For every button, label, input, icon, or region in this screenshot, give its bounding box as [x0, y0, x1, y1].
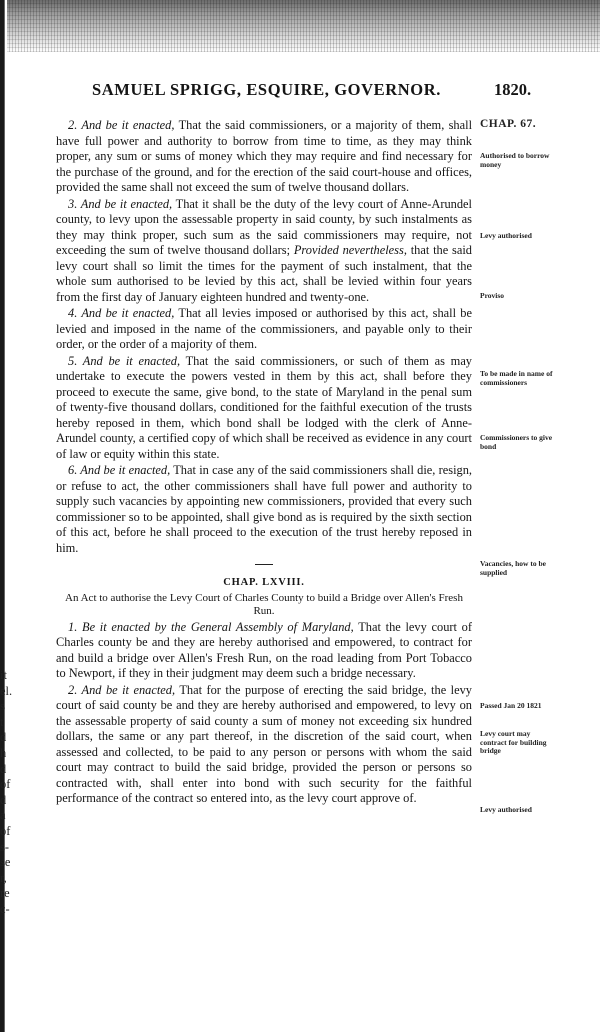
bridge-section-2-paragraph: [56, 683, 472, 807]
fragment: c-: [0, 901, 10, 916]
chapter-heading: CHAP. LXVIII.: [223, 577, 305, 588]
section-text: that the said levy court shall so limit the times for the payment of such instalment, that the whole sum authorised to be levied by this act, shall be levied within four years from the first day of January eighteen hundred and twenty-one.: [56, 243, 472, 304]
section-lead: 4. And be it enacted,: [68, 306, 175, 320]
margin-note-give-bond: Commissioners to give bond: [480, 433, 553, 451]
fragment: d: [0, 730, 7, 745]
fragment: of: [0, 823, 11, 838]
section-lead: 2. And be it enacted,: [68, 118, 175, 132]
margin-note-passed: Passed Jan 20 1821: [480, 701, 542, 710]
section-lead: 6. And be it enacted,: [68, 463, 171, 477]
section-text: That all levies imposed or authorised by this act, shall be levied and imposed in the name of the commissioners, and payable only to their order, or the order of a majority of them.: [56, 306, 472, 351]
section-text: That in case any of the said commissioners shall die, resign, or refuse to act, the other commissioners shall have full power and authority to supply such vacancies by appointing new commissioners, provided that every such commissioner so to be appointed, shall give bond as is required by the sixth section of this act, before he shall proceed to the execution of the trust hereby reposed in him.: [56, 463, 472, 555]
section-text: That the levy court of Charles county be and they are hereby authorised and empowered, to contract for and build a bridge over Allen's Fresh Run, on the road leading from Port Tobacco to Newport, if they in their judgment may deem such a bridge necessary.: [56, 619, 472, 680]
margin-chapter-number: CHAP. 67.: [480, 118, 537, 130]
section-lead: 3. And be it enacted,: [68, 196, 173, 211]
fragment: t: [0, 714, 4, 729]
margin-note-levy: Levy authorised: [480, 231, 532, 240]
fragment: of: [0, 777, 11, 792]
section-lead: 2. And be it enacted,: [68, 682, 176, 697]
section-3-paragraph: [56, 197, 472, 306]
margin-note-borrow: Authorised to borrow money: [480, 151, 550, 169]
proviso-lead: Provided nevertheless,: [293, 243, 407, 257]
margin-note-vacancies: Vacancies, how to be supplied: [480, 559, 546, 577]
page-year: 1820.: [494, 80, 532, 99]
fragment: it: [0, 668, 7, 682]
section-6-paragraph: [56, 463, 472, 556]
fragment: a: [0, 808, 6, 823]
page-body: [56, 118, 472, 808]
fragment: re: [0, 886, 10, 901]
fragment: se: [0, 855, 11, 870]
section-divider: [255, 564, 273, 565]
fragment: d: [0, 792, 7, 807]
section-text: That for the purpose of erecting the said bridge, the levy court of said county be and they are hereby authorised and empowered, to levy on the assessable property of said county a sum of money not exceeding six hundred dollars, the same or any part thereof, in the discretion of the said court, when assessed and collected, to be paid to any person or persons with whom the said court may contract to build the said bridge, provided the person or persons so contracted with, shall enter into bond with such security for the faithful performance of the contract so entered into, as the levy court approve of.: [56, 682, 472, 805]
fragment: s: [0, 699, 5, 714]
section-4-paragraph: [56, 306, 472, 353]
fragment: s-: [0, 839, 9, 854]
fragment: d: [0, 761, 7, 776]
margin-note-name-of-commissioners: To be made in name of commissioners: [480, 369, 553, 387]
fragment: h: [0, 745, 7, 760]
bridge-section-1-paragraph: [56, 620, 472, 682]
section-5-paragraph: [56, 354, 472, 463]
facing-page-fragments: [0, 668, 16, 918]
scan-top-edge: [0, 0, 600, 52]
running-head: SAMUEL SPRIGG, ESQUIRE, GOVERNOR.: [92, 80, 441, 99]
margin-note-build-bridge: Levy court may contract for building bridge: [480, 729, 547, 755]
act-title: An Act to authorise the Levy Court of Charles County to build a Bridge over Allen's Fresh Run.: [65, 591, 463, 617]
section-text: That the said commissioners, or such of them as may undertake to execute the powers vested in them by this act, shall before they proceed to execute the same, give bond, to the state of Maryland in the penal sum of twenty-five thousand dollars, conditioned for the faithful execution of the trusts hereby reposed in them, which bond shall be lodged with the clerk of Anne-Arundel county, a certified copy of which shall be received as evidence in any court of law or equity within this state.: [56, 353, 473, 461]
margin-note-proviso: Proviso: [480, 291, 505, 300]
fragment: el.: [0, 683, 13, 698]
section-lead: 5. And be it enacted,: [68, 353, 181, 368]
section-lead: 1. Be it enacted by the General Assembly of Maryland,: [68, 619, 354, 634]
margin-note-levy-2: Levy authorised: [480, 805, 532, 814]
section-text: That the said commissioners, or a majority of them, shall have full power and authority to borrow from time to time, as they may think proper, any sum or sums of money which they may require and find necessary for the purchase of the ground, and for the erection of the said court-house and offices, provided the same shall not exceed the sum of twelve thousand dollars.: [56, 118, 473, 194]
fragment: r,: [0, 870, 7, 885]
section-2-paragraph: [56, 118, 472, 196]
section-text: That it shall be the duty of the levy court of Anne-Arundel county, to levy upon the assessable property in said county, by such instalments as they may think proper, such sum as the said commissioners may require, not exceeding the sum of twelve thousand dollars;: [56, 196, 472, 257]
